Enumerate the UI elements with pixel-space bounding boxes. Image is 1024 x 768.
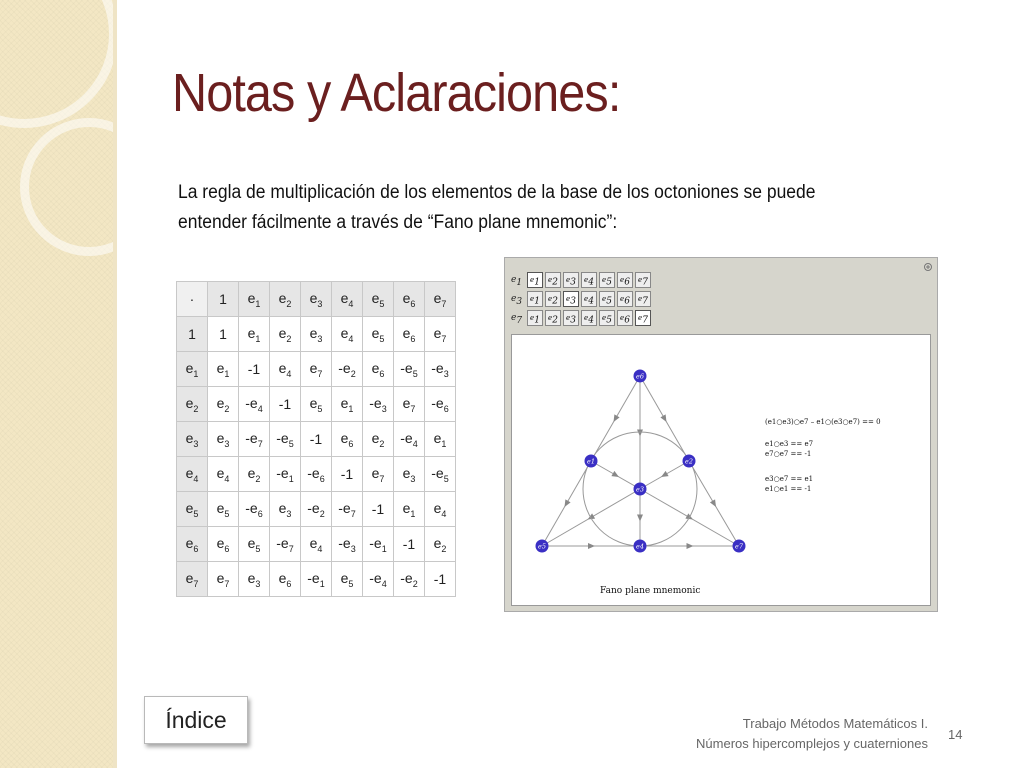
table-cell: $e_6$ — [394, 317, 425, 352]
table-cell: 1 — [208, 317, 239, 352]
octonion-select-button[interactable]: $e_3$ — [563, 291, 579, 307]
page-number: 14 — [948, 727, 963, 742]
octonion-select-button[interactable]: $e_6$ — [617, 291, 633, 307]
table-cell: $-e_4$ — [394, 422, 425, 457]
table-cell: $e_2$ — [208, 387, 239, 422]
arrow-head — [637, 430, 643, 437]
octonion-select-button[interactable]: $e_1$ — [527, 291, 543, 307]
table-cell: $e_6$ — [177, 527, 208, 562]
octonion-select-button[interactable]: $e_3$ — [563, 272, 579, 288]
table-cell: $e_2$ — [425, 527, 456, 562]
table-cell: $-e_4$ — [239, 387, 270, 422]
table-cell: $e_1$ — [239, 282, 270, 317]
fano-node-label: e2 — [685, 457, 693, 466]
fano-equation: e1○e3 == e7 — [765, 440, 814, 448]
table-cell: $e_6$ — [332, 422, 363, 457]
table-cell: $e_7$ — [208, 562, 239, 597]
table-cell: $-e_3$ — [332, 527, 363, 562]
table-cell: $e_2$ — [177, 387, 208, 422]
table-cell: $e_5$ — [239, 527, 270, 562]
table-cell: -1 — [394, 527, 425, 562]
octonion-select-button[interactable]: $e_5$ — [599, 291, 615, 307]
table-cell: $e_6$ — [394, 282, 425, 317]
octonion-multiplication-table — [176, 281, 456, 597]
arrow-head — [661, 471, 669, 477]
arrow-head — [710, 499, 716, 507]
table-row — [177, 352, 456, 387]
slide-paragraph: La regla de multiplicación de los elementos de la base de los octoniones se puede entender fácilmente a través de “Fano plane mnemonic”: — [178, 182, 816, 233]
fano-plane-diagram — [512, 335, 930, 605]
fano-canvas — [511, 334, 931, 606]
expand-icon[interactable] — [923, 262, 933, 272]
octonion-select-button[interactable]: $e_5$ — [599, 272, 615, 288]
fano-equation: e3○e7 == e1 — [765, 475, 814, 483]
fano-equations — [765, 418, 881, 493]
table-cell: $-e_5$ — [394, 352, 425, 387]
table-cell: $e_3$ — [208, 422, 239, 457]
octonion-select-button[interactable]: $e_5$ — [599, 310, 615, 326]
table-cell: $-e_6$ — [425, 387, 456, 422]
arrow-head — [637, 515, 643, 522]
fano-lines — [542, 376, 739, 549]
selector-row-label: $e_7$ — [511, 313, 523, 326]
selector-row-label: $e_1$ — [511, 275, 523, 288]
footer-line-2: Números hipercomplejos y cuaterniones — [696, 736, 928, 751]
table-cell: $e_1$ — [394, 492, 425, 527]
table-cell: $-e_1$ — [270, 457, 301, 492]
table-cell: $e_3$ — [394, 457, 425, 492]
table-cell: $-e_7$ — [332, 492, 363, 527]
fano-panel — [504, 257, 938, 612]
table-cell: $e_3$ — [270, 492, 301, 527]
table-cell: $e_4$ — [301, 527, 332, 562]
table-cell: $-e_5$ — [425, 457, 456, 492]
table-cell: $e_6$ — [270, 562, 301, 597]
fano-caption: Fano plane mnemonic — [600, 586, 701, 596]
table-cell: -1 — [239, 352, 270, 387]
table-cell: $e_1$ — [177, 352, 208, 387]
table-cell: $e_4$ — [332, 282, 363, 317]
octonion-select-button[interactable]: $e_7$ — [635, 310, 651, 326]
table-cell: $e_2$ — [270, 317, 301, 352]
arrow-head — [614, 414, 620, 422]
table-cell: -1 — [363, 492, 394, 527]
slide-title: Notas y Aclaraciones: — [172, 63, 621, 123]
table-cell: $e_4$ — [332, 317, 363, 352]
table-cell: $e_7$ — [177, 562, 208, 597]
table-cell: $e_5$ — [363, 317, 394, 352]
selector-row — [511, 291, 651, 307]
table-cell: -1 — [270, 387, 301, 422]
arrow-head — [611, 471, 619, 477]
arrow-head — [565, 499, 571, 507]
octonion-select-button[interactable]: $e_7$ — [635, 272, 651, 288]
table-cell: $e_1$ — [208, 352, 239, 387]
table-row — [177, 317, 456, 352]
table-row — [177, 282, 456, 317]
octonion-select-button[interactable]: $e_1$ — [527, 272, 543, 288]
table-cell: $-e_1$ — [301, 562, 332, 597]
table-cell: 1 — [177, 317, 208, 352]
table-row — [177, 422, 456, 457]
table-cell: $-e_2$ — [301, 492, 332, 527]
footer-line-1: Trabajo Métodos Matemáticos I. — [742, 716, 928, 731]
table-cell: 1 — [208, 282, 239, 317]
table-cell: $e_3$ — [301, 317, 332, 352]
table-cell: $e_3$ — [301, 282, 332, 317]
fano-node-label: e6 — [636, 372, 644, 381]
table-cell: $e_1$ — [239, 317, 270, 352]
table-cell: $e_7$ — [425, 282, 456, 317]
octonion-select-button[interactable]: $e_2$ — [545, 291, 561, 307]
table-cell: $-e_2$ — [394, 562, 425, 597]
table-cell: $e_7$ — [394, 387, 425, 422]
table-cell: $-e_7$ — [239, 422, 270, 457]
table-cell: $e_5$ — [363, 282, 394, 317]
fano-equation: e1○e1 == -1 — [765, 485, 812, 493]
table-cell: $e_3$ — [177, 422, 208, 457]
table-cell: $-e_1$ — [363, 527, 394, 562]
octonion-select-button[interactable]: $e_4$ — [581, 272, 597, 288]
table-cell: $e_4$ — [208, 457, 239, 492]
fano-node-label: e5 — [538, 542, 546, 551]
table-cell: $e_7$ — [301, 352, 332, 387]
table-cell: $-e_6$ — [301, 457, 332, 492]
table-cell: -1 — [425, 562, 456, 597]
fano-node-label: e4 — [636, 542, 644, 551]
arrow-head — [588, 543, 595, 549]
selector-row — [511, 310, 651, 326]
fano-equation: (e1○e3)○e7 – e1○(e3○e7) == 0 — [765, 418, 881, 426]
footer — [696, 714, 928, 754]
table-cell: $-e_7$ — [270, 527, 301, 562]
arrow-head — [660, 414, 666, 422]
table-cell: $e_3$ — [239, 562, 270, 597]
selector-row — [511, 272, 651, 288]
table-row — [177, 527, 456, 562]
table-cell: $e_5$ — [208, 492, 239, 527]
table-cell: -1 — [332, 457, 363, 492]
table-cell: $-e_3$ — [425, 352, 456, 387]
table-cell: $e_1$ — [332, 387, 363, 422]
table-cell: $e_6$ — [363, 352, 394, 387]
table-cell: -1 — [301, 422, 332, 457]
table-cell: $e_6$ — [208, 527, 239, 562]
table-cell: $e_5$ — [177, 492, 208, 527]
table-cell: $e_5$ — [332, 562, 363, 597]
table-cell: $e_2$ — [363, 422, 394, 457]
octonion-select-button[interactable]: $e_2$ — [545, 272, 561, 288]
octonion-select-button[interactable]: $e_7$ — [635, 291, 651, 307]
indice-button[interactable]: Índice — [144, 696, 248, 744]
table-cell: $e_7$ — [363, 457, 394, 492]
arrow-head — [687, 543, 694, 549]
table-cell: $-e_4$ — [363, 562, 394, 597]
fano-node-label: e7 — [735, 542, 743, 551]
table-cell: $e_5$ — [301, 387, 332, 422]
table-row — [177, 387, 456, 422]
table-cell: · — [177, 282, 208, 317]
octonion-select-button[interactable]: $e_6$ — [617, 310, 633, 326]
octonion-select-button[interactable]: $e_4$ — [581, 310, 597, 326]
table-cell: $e_4$ — [177, 457, 208, 492]
table-cell: $-e_6$ — [239, 492, 270, 527]
table-cell: $e_7$ — [425, 317, 456, 352]
octonion-select-button[interactable]: $e_4$ — [581, 291, 597, 307]
decorative-ring — [20, 118, 158, 256]
table-cell: $-e_5$ — [270, 422, 301, 457]
sidebar-edge — [113, 0, 117, 768]
fano-node-label: e1 — [587, 457, 595, 466]
table-cell: $e_4$ — [425, 492, 456, 527]
octonion-select-button[interactable]: $e_3$ — [563, 310, 579, 326]
octonion-select-button[interactable]: $e_2$ — [545, 310, 561, 326]
table-cell: $e_2$ — [239, 457, 270, 492]
selector-row-label: $e_3$ — [511, 294, 523, 307]
table-row — [177, 562, 456, 597]
table-cell: $e_4$ — [270, 352, 301, 387]
table-row — [177, 457, 456, 492]
table-cell: $-e_2$ — [332, 352, 363, 387]
fano-node-label: e3 — [636, 485, 644, 494]
table-cell: $e_2$ — [270, 282, 301, 317]
fano-equation: e7○e7 == -1 — [765, 450, 812, 458]
sidebar-decoration — [0, 0, 113, 768]
table-cell: $e_1$ — [425, 422, 456, 457]
table-row — [177, 492, 456, 527]
decorative-ring — [0, 0, 118, 128]
table-cell: $-e_3$ — [363, 387, 394, 422]
octonion-select-button[interactable]: $e_1$ — [527, 310, 543, 326]
octonion-select-button[interactable]: $e_6$ — [617, 272, 633, 288]
